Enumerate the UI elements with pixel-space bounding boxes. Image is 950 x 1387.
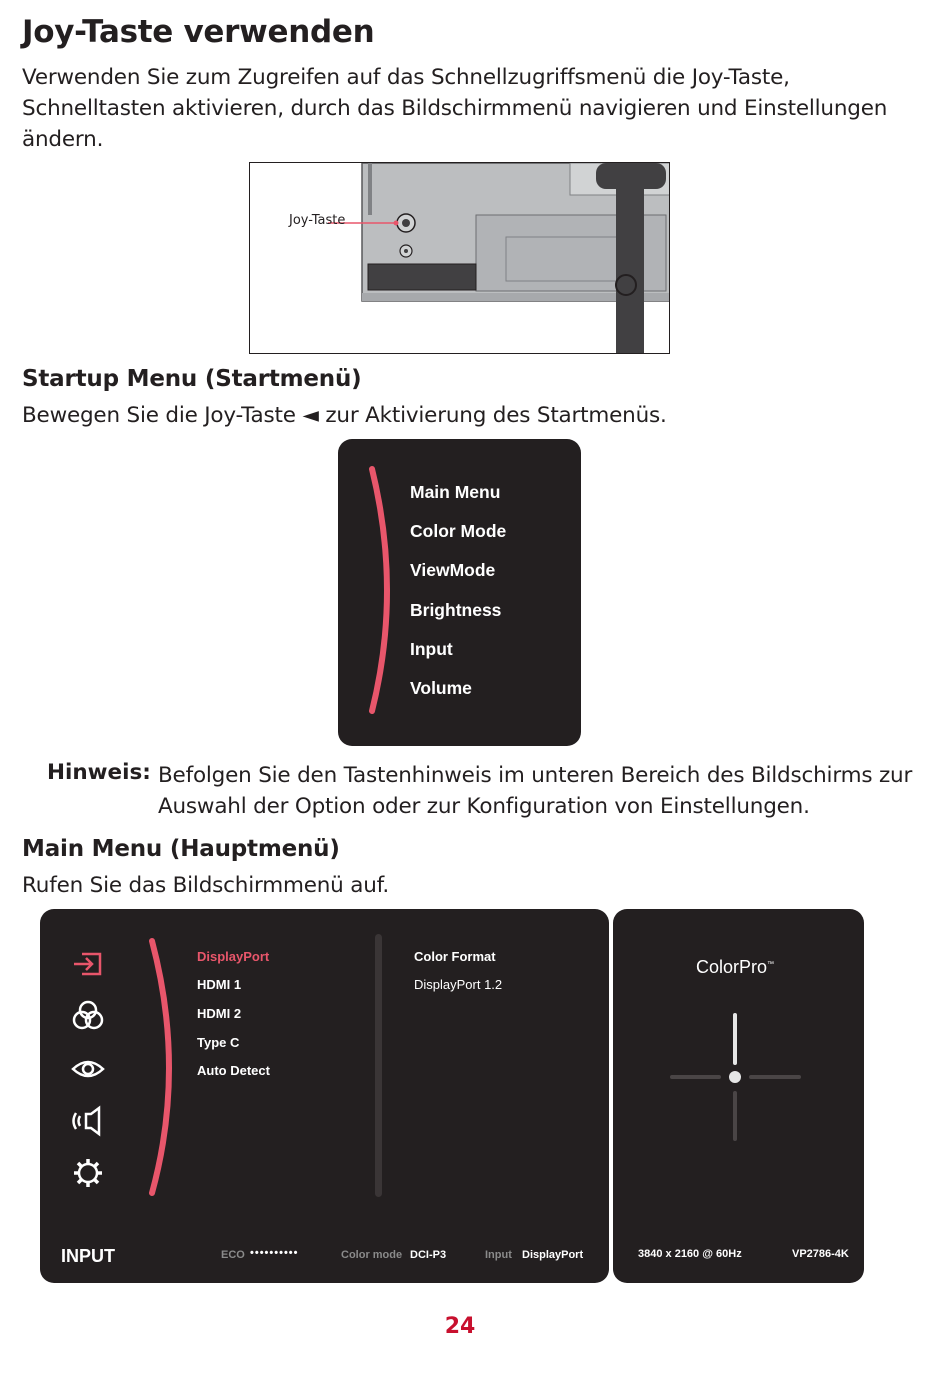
- joystick-guide-icon: [613, 1007, 864, 1157]
- page-number: 24: [444, 1314, 476, 1339]
- model-text: VP2786-4K: [792, 1248, 849, 1260]
- input-option-type-c[interactable]: Type C: [197, 1035, 240, 1050]
- monitor-rear-illustration: [250, 163, 670, 354]
- startup-item-brightness[interactable]: Brightness: [410, 599, 502, 620]
- main-menu-panel: [40, 909, 609, 1283]
- joystick-arc: [338, 439, 398, 746]
- startup-menu-list: [410, 479, 506, 714]
- input-value: DisplayPort: [522, 1249, 584, 1261]
- mainmenu-text: Rufen Sie das Bildschirmmenü auf.: [22, 873, 390, 898]
- input-option-hdmi2[interactable]: HDMI 2: [197, 1006, 242, 1021]
- gear-icon[interactable]: [70, 1155, 106, 1191]
- eco-label: ECO: [221, 1249, 245, 1261]
- info-panel: [613, 909, 864, 1283]
- startup-item-viewmode[interactable]: ViewMode: [410, 560, 496, 581]
- audio-icon[interactable]: [70, 1103, 106, 1139]
- startup-item-volume[interactable]: Volume: [410, 677, 472, 698]
- submenu-color-format[interactable]: Color Format: [414, 949, 496, 964]
- page-title: Joy-Taste verwenden: [22, 14, 375, 50]
- startup-menu-panel: [338, 439, 581, 746]
- startup-text: Bewegen Sie die Joy-Taste ◄ zur Aktivierung des Startmenüs.: [22, 403, 667, 428]
- input-label: Input: [485, 1249, 512, 1261]
- color-mode-label: Color mode: [341, 1249, 403, 1261]
- colorpro-logo: ColorPro™: [696, 957, 775, 977]
- joy-key-callout: Joy-Taste: [289, 213, 346, 228]
- submenu-displayport-version[interactable]: DisplayPort 1.2: [414, 977, 503, 992]
- mainmenu-heading: Main Menu (Hauptmenü): [22, 836, 340, 862]
- hint-label: Hinweis:: [47, 760, 151, 785]
- startup-item-main-menu[interactable]: Main Menu: [410, 482, 501, 502]
- monitor-rear-figure: [249, 162, 670, 354]
- startup-item-color-mode[interactable]: Color Mode: [410, 521, 507, 542]
- resolution-text: 3840 x 2160 @ 60Hz: [638, 1248, 742, 1260]
- hint-text: Befolgen Sie den Tastenhinweis im unteren Bereich des Bildschirms zur Auswahl der Option oder zur Konfiguration von Einstellungen.: [158, 763, 913, 819]
- startup-heading: Startup Menu (Startmenü): [22, 366, 362, 392]
- input-option-auto-detect[interactable]: Auto Detect: [197, 1063, 270, 1078]
- intro-paragraph: Verwenden Sie zum Zugreifen auf das Schnellzugriffsmenü die Joy-Taste, Schnelltasten aktivieren, durch das Bildschirmmenü navigieren und Einstellungen ändern.: [22, 65, 888, 152]
- eye-icon[interactable]: [70, 1051, 106, 1087]
- input-option-hdmi1[interactable]: HDMI 1: [197, 977, 242, 992]
- eco-level-dots: ••••••••••: [250, 1247, 299, 1259]
- section-label: INPUT: [61, 1246, 115, 1266]
- menu-arc: [140, 909, 180, 1283]
- input-option-displayport[interactable]: DisplayPort: [197, 949, 270, 964]
- scrollbar[interactable]: [375, 934, 382, 1197]
- startup-item-input[interactable]: Input: [410, 638, 453, 659]
- input-icon[interactable]: [70, 946, 106, 982]
- color-icon[interactable]: [70, 998, 106, 1034]
- color-mode-value: DCI-P3: [410, 1249, 447, 1261]
